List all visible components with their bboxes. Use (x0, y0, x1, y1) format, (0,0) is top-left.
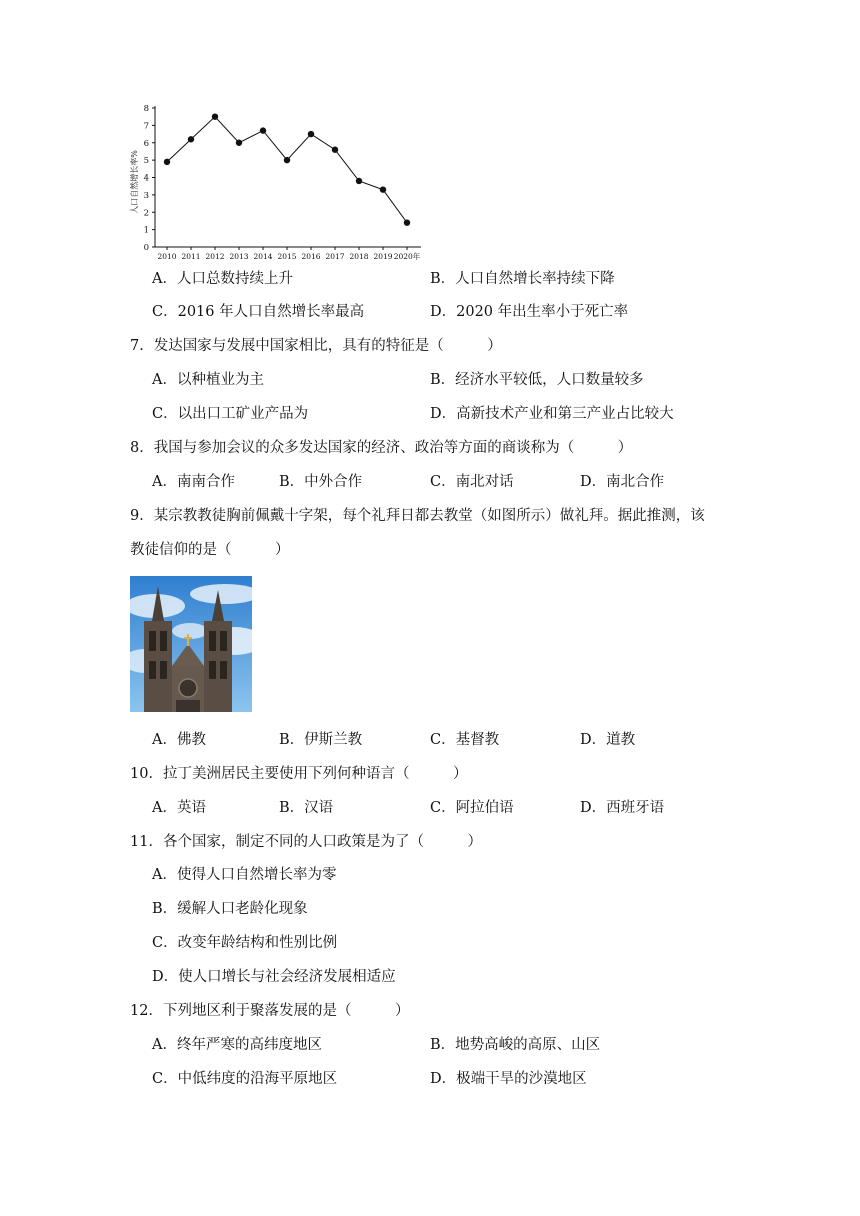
x-tick-label: 2012 (205, 252, 225, 261)
q12-option-b: B．地势高峻的高原、山区 (430, 1037, 601, 1053)
q6-option-c: C．2016 年人口自然增长率最高 (152, 304, 365, 320)
chart-series (164, 113, 410, 225)
q11-option-d: D．使人口增长与社会经济发展相适应 (152, 969, 396, 985)
q12-option-c: C．中低纬度的沿海平原地区 (152, 1071, 338, 1087)
x-tick-label: 2014 (253, 252, 273, 261)
x-tick-label: 2020年 (393, 252, 421, 261)
q8-option-a: A．南南合作 (152, 474, 235, 490)
q8-stem: 8．我国与参加会议的众多发达国家的经济、政治等方面的商谈称为（ ） (130, 440, 633, 456)
data-point (212, 113, 218, 119)
y-tick-label: 6 (143, 138, 149, 149)
data-point (164, 159, 170, 165)
q7-option-c: C．以出口工矿业产品为 (152, 406, 309, 422)
q9-option-b: B．伊斯兰教 (279, 732, 363, 748)
y-tick-label: 4 (143, 173, 149, 184)
q9-stem-line-1: 9．某宗教教徒胸前佩戴十字架，每个礼拜日都去教堂（如图所示）做礼拜。据此推测，该 (130, 508, 705, 524)
y-tick-label: 5 (143, 156, 149, 167)
data-point (260, 127, 266, 133)
chart-x-ticks (157, 247, 420, 261)
q8-option-c: C．南北对话 (430, 474, 514, 490)
q9-option-a: A．佛教 (152, 732, 206, 748)
q8-option-b: B．中外合作 (279, 474, 363, 490)
chart-axes (155, 106, 421, 247)
y-tick-label: 3 (143, 190, 149, 201)
data-point (284, 157, 290, 163)
data-point (404, 219, 410, 225)
q7-option-a: A．以种植业为主 (152, 372, 264, 388)
q9-stem-line-2: 教徒信仰的是（ ） (130, 542, 290, 558)
q10-option-d: D．西班牙语 (580, 800, 665, 816)
q11-option-a: A．使得人口自然增长率为零 (152, 867, 337, 883)
q12-stem: 12．下列地区利于聚落发展的是（ ） (130, 1003, 410, 1019)
data-point (308, 131, 314, 137)
q10-option-b: B．汉语 (279, 800, 334, 816)
q6-option-d: D．2020 年出生率小于死亡率 (430, 304, 629, 320)
y-tick-label: 2 (143, 208, 149, 219)
y-tick-label: 0 (143, 243, 149, 253)
q11-option-b: B．缓解人口老龄化现象 (152, 901, 308, 917)
x-tick-label: 2011 (181, 252, 201, 261)
data-point (236, 140, 242, 146)
population-growth-chart (125, 100, 435, 265)
q7-option-d: D．高新技术产业和第三产业占比较大 (430, 406, 674, 422)
data-point (356, 178, 362, 184)
q10-option-a: A．英语 (152, 800, 206, 816)
data-point (380, 186, 386, 192)
x-tick-label: 2015 (277, 252, 297, 261)
q10-option-c: C．阿拉伯语 (430, 800, 514, 816)
q7-option-b: B．经济水平较低，人口数量较多 (430, 372, 644, 388)
y-tick-label: 7 (143, 121, 149, 132)
series-line (167, 117, 407, 223)
y-tick-label: 8 (143, 104, 149, 114)
church-photo (130, 576, 252, 712)
q12-option-d: D．极端干旱的沙漠地区 (430, 1071, 587, 1087)
q7-stem: 7．发达国家与发展中国家相比，具有的特征是（ ） (130, 338, 502, 354)
q11-option-c: C．改变年龄结构和性别比例 (152, 935, 338, 951)
x-tick-label: 2013 (229, 252, 249, 261)
data-point (188, 136, 194, 142)
chart-y-axis-label: 人口自然增长率% (130, 150, 139, 214)
x-tick-label: 2018 (349, 252, 369, 261)
q9-option-d: D．道教 (580, 732, 636, 748)
x-tick-label: 2019 (373, 252, 393, 261)
data-point (332, 147, 338, 153)
chart-y-ticks (144, 104, 155, 253)
q11-stem: 11．各个国家，制定不同的人口政策是为了（ ） (130, 834, 482, 850)
y-tick-label: 1 (143, 225, 149, 236)
q12-option-a: A．终年严寒的高纬度地区 (152, 1037, 322, 1053)
q6-option-b: B．人口自然增长率持续下降 (430, 271, 615, 287)
x-tick-label: 2016 (301, 252, 321, 261)
x-tick-label: 2017 (325, 252, 345, 261)
q6-option-a: A．人口总数持续上升 (152, 271, 293, 287)
x-tick-label: 2010 (157, 252, 177, 261)
q10-stem: 10．拉丁美洲居民主要使用下列何种语言（ ） (130, 766, 468, 782)
q9-option-c: C．基督教 (430, 732, 500, 748)
q8-option-d: D．南北合作 (580, 474, 665, 490)
